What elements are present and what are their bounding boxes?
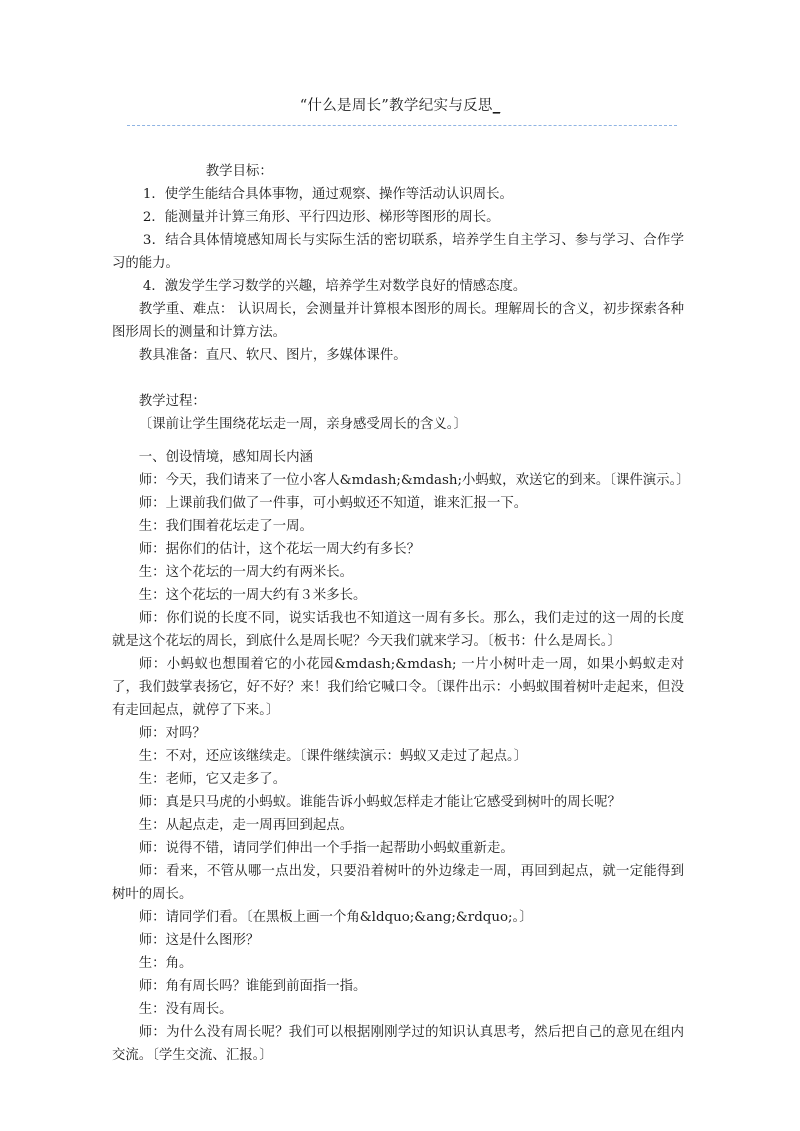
document-body — [112, 160, 690, 1067]
document-title — [0, 96, 800, 116]
dialogue-line: 师：对吗？ — [138, 726, 206, 741]
dialogue-line: 师：为什么没有周长呢？我们可以根据刚刚学过的知识认真思考，然后把自己的意见在组内交流。〔学生交流、汇报。〕 — [112, 1025, 684, 1063]
title-text: “什么是周长”教学纪实与反思 — [299, 98, 493, 114]
process-note: 〔课前让学生围绕花坛走一周，亲身感受周长的含义。〕 — [138, 417, 467, 432]
dialogue-line: 师：角有周长吗？谁能到前面指一指。 — [138, 979, 367, 994]
goal-item: 3．结合具体情境感知周长与实际生活的密切联系，培养学生自主学习、参与学习、合作学习的能力。 — [112, 233, 684, 271]
goal-item: 1．使学生能结合具体事物，通过观察、操作等活动认识周长。 — [142, 187, 513, 202]
goal-item: 2．能测量并计算三角形、平行四边形、梯形等图形的周长。 — [142, 210, 500, 225]
dialogue-line: 生：没有周长。 — [138, 1002, 233, 1017]
dialogue-line: 师：说得不错，请同学们伸出一个手指一起帮助小蚂蚁重新走。 — [138, 841, 514, 856]
dialogue-line: 师：据你们的估计，这个花坛一周大约有多长？ — [138, 542, 420, 557]
dialogue-line: 师：上课前我们做了一件事，可小蚂蚁还不知道，谁来汇报一下。 — [138, 496, 528, 511]
section-heading: 一、创设情境，感知周长内涵 — [138, 450, 313, 465]
dialogue-line: 生：从起点走，走一周再回到起点。 — [138, 818, 354, 833]
dialogue-line: 生：这个花坛的一周大约有３米多长。 — [138, 588, 367, 603]
dialogue-line: 师：看来，不管从哪一点出发，只要沿着树叶的外边缘走一周，再回到起点，就一定能得到树叶的周长。 — [112, 864, 684, 902]
goal-item: 4．激发学生学习数学的兴趣，培养学生对数学良好的情感态度。 — [142, 279, 527, 294]
dialogue-line: 师：你们说的长度不同，说实话我也不知道这一周有多长。那么，我们走过的这一周的长度就是这个花坛的周长，到底什么是周长呢？今天我们就来学习。〔板书：什么是周长。〕 — [112, 611, 684, 649]
dialogue-line: 师：今天，我们请来了一位小客人&mdash;&mdash;小蚂蚁，欢送它的到来。〔课件演示。〕 — [138, 473, 690, 488]
title-divider — [127, 125, 677, 126]
dialogue-line: 生：角。 — [138, 956, 193, 971]
dialogue-line: 师：这是什么图形？ — [138, 933, 260, 948]
key-points: 教学重、难点： 认识周长，会测量并计算根本图形的周长。理解周长的含义，初步探索各种图形周长的测量和计算方法。 — [112, 302, 684, 340]
dialogue-line: 生：这个花坛的一周大约有两米长。 — [138, 565, 354, 580]
dialogue-line: 师：请同学们看。〔在黑板上画一个角&ldquo;&ang;&rdquo;。〕 — [138, 910, 533, 925]
title-cursor: _ — [492, 98, 501, 114]
process-heading: 教学过程： — [138, 394, 206, 409]
dialogue-line: 师：小蚂蚁也想围着它的小花园&mdash;&mdash; 一片小树叶走一周，如果小蚂蚁走对了，我们鼓掌表扬它，好不好？来！我们给它喊口令。〔课件出示：小蚂蚁围着树叶走起来，但没有走回起点，就停了下来。〕 — [112, 657, 684, 718]
dialogue-line: 生：老师，它又走多了。 — [138, 772, 287, 787]
dialogue-line: 生：不对，还应该继续走。〔课件继续演示：蚂蚁又走过了起点。〕 — [138, 749, 528, 764]
blank-line — [112, 436, 684, 446]
goal-heading: 教学目标： — [205, 164, 273, 179]
blank-line — [112, 367, 684, 390]
teaching-tools: 教具准备：直尺、软尺、图片，多媒体课件。 — [138, 348, 407, 363]
dialogue-line: 师：真是只马虎的小蚂蚁。谁能告诉小蚂蚁怎样走才能让它感受到树叶的周长呢？ — [138, 795, 621, 810]
dialogue-line: 生：我们围着花坛走了一周。 — [138, 519, 313, 534]
